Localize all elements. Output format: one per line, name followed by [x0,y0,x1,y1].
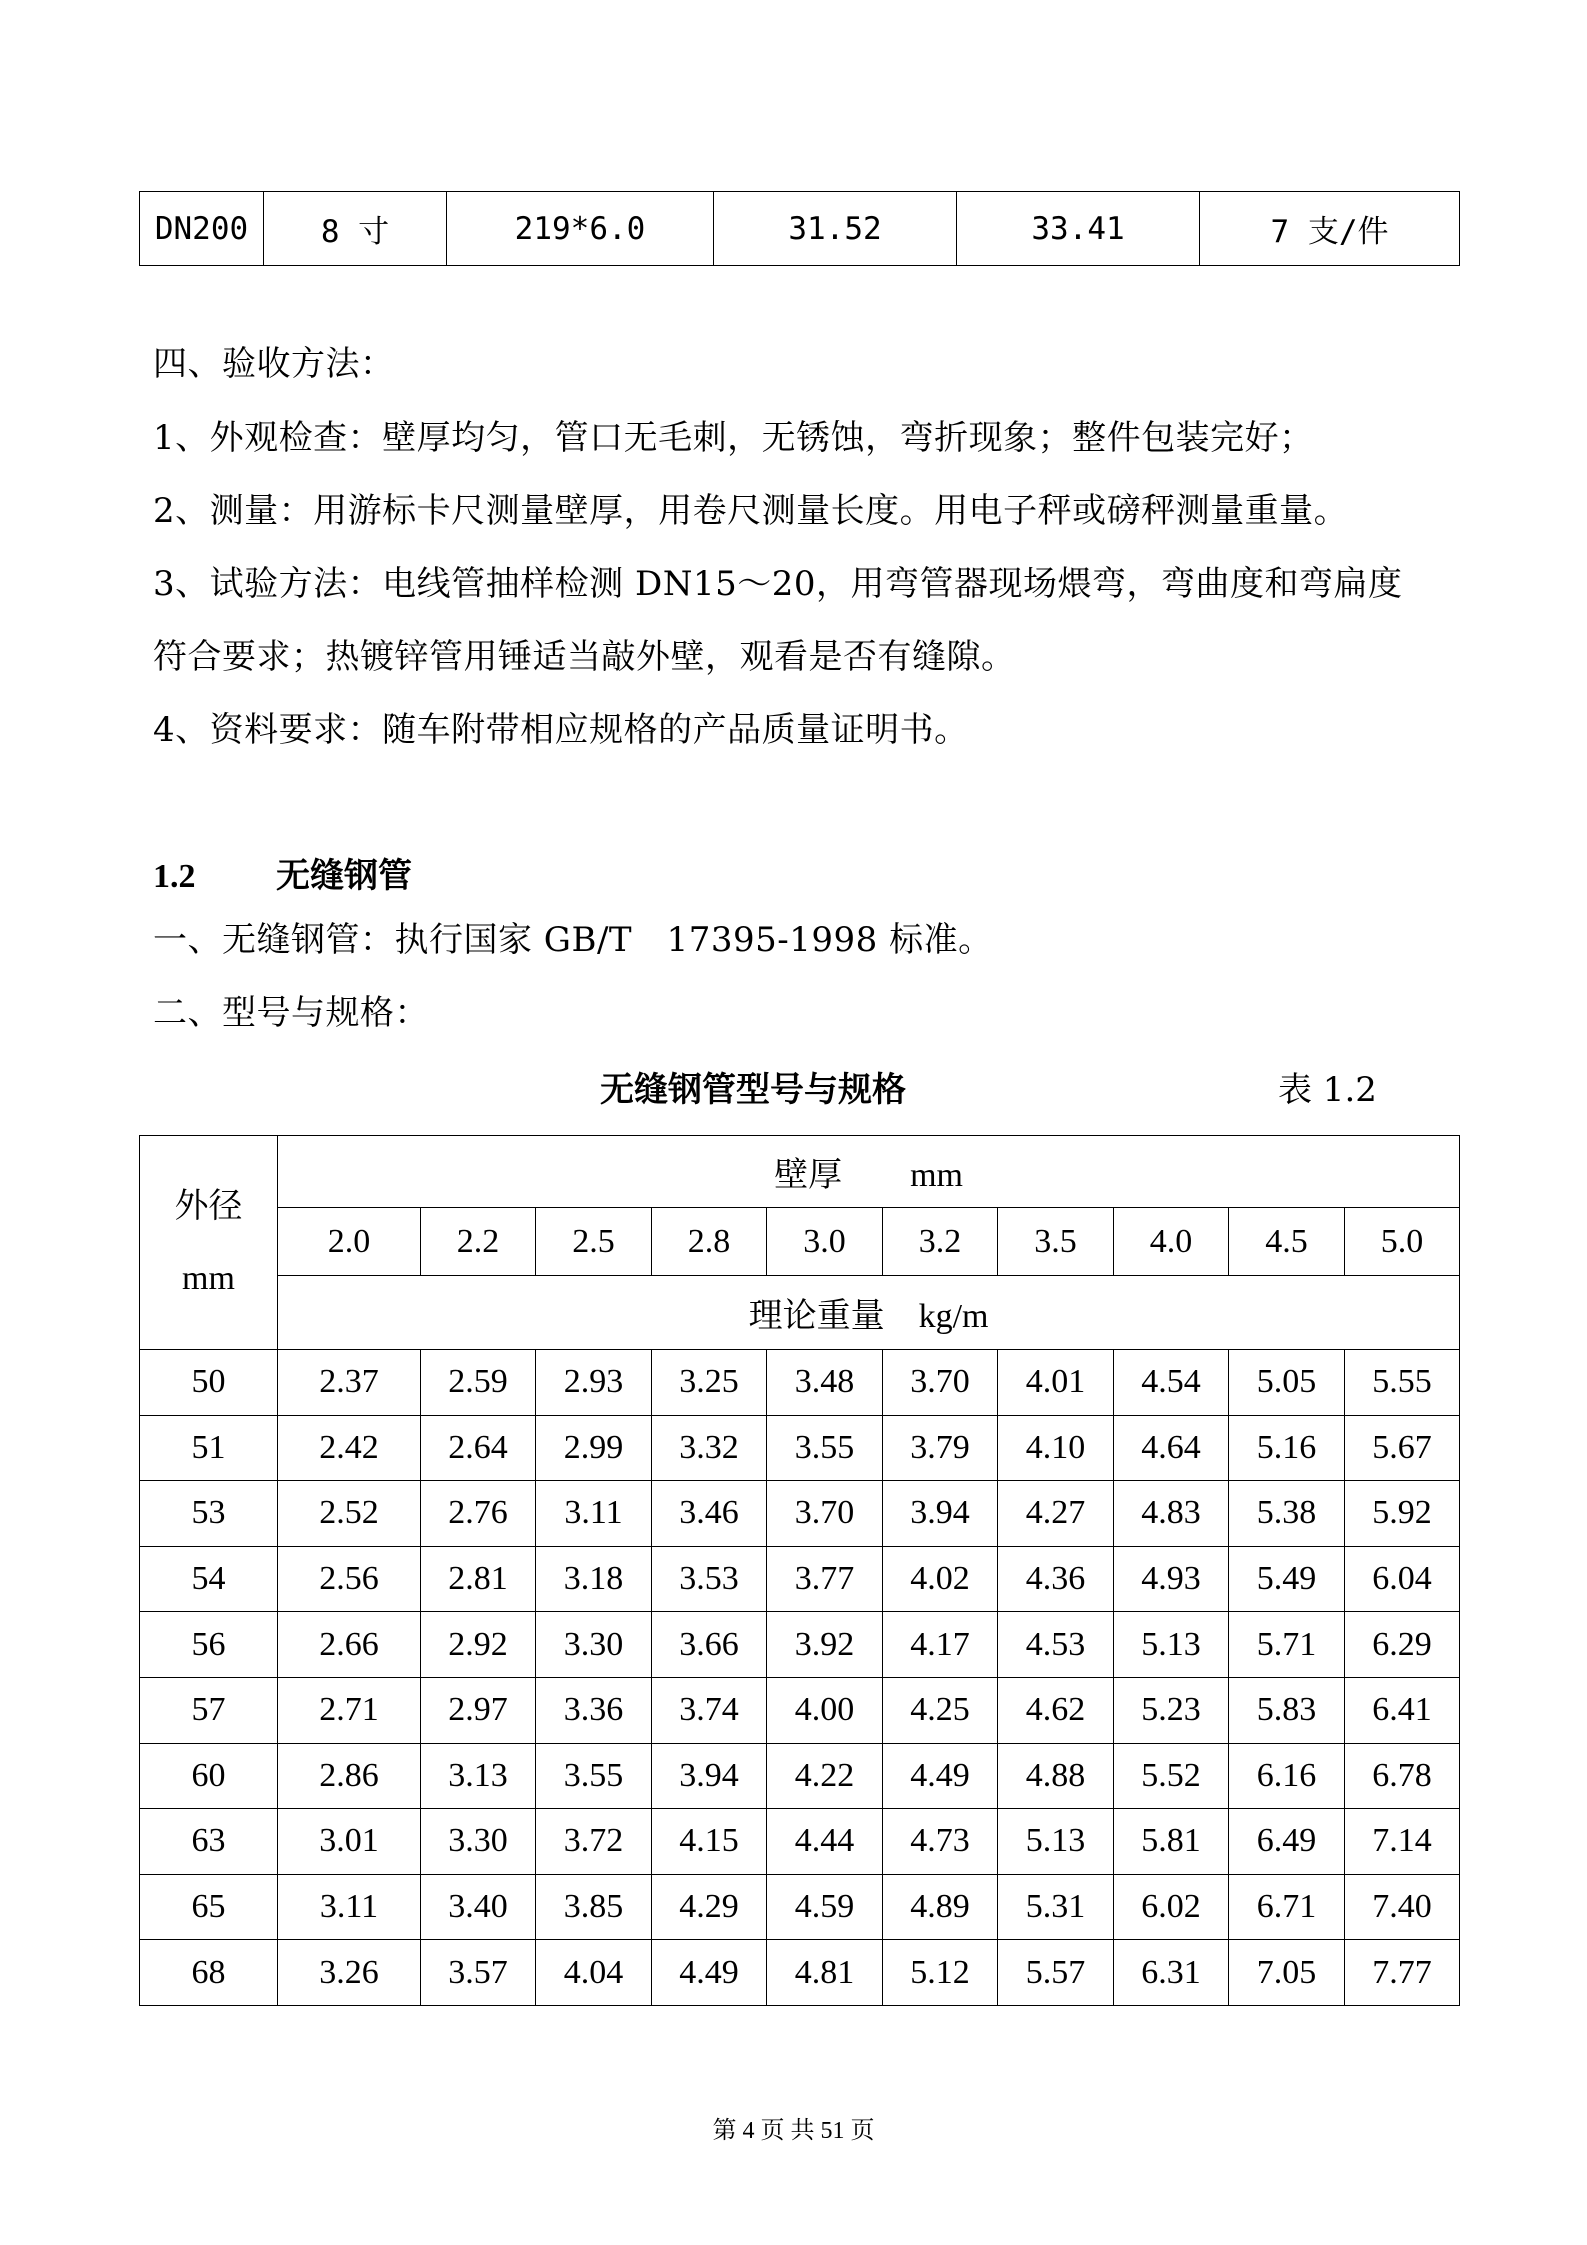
weight-cell: 2.93 [536,1350,652,1416]
weight-cell: 5.55 [1345,1350,1460,1416]
weight-cell: 4.54 [1114,1350,1229,1416]
weight-cell: 3.70 [767,1481,883,1547]
weight-cell: 4.22 [767,1743,883,1809]
weight-cell: 7.40 [1345,1874,1460,1940]
weight-cell: 5.12 [883,1940,998,2006]
weight-cell: 6.16 [1229,1743,1345,1809]
table-row [140,192,1460,266]
weight-cell: 7.14 [1345,1809,1460,1875]
paragraph-models: 二、型号与规格： [153,993,429,1033]
weight-cell: 3.94 [652,1743,767,1809]
weight-cell: 3.48 [767,1350,883,1416]
weight-cell: 2.92 [421,1612,536,1678]
paragraph-item: 4、资料要求：随车附带相应规格的产品质量证明书。 [153,710,969,750]
thickness-cell: 3.2 [883,1208,998,1276]
weight-cell: 5.13 [1114,1612,1229,1678]
weight-cell: 4.88 [998,1743,1114,1809]
thickness-values-row [140,1208,1460,1276]
paragraph-item: 3、试验方法：电线管抽样检测 DN15～20，用弯管器现场煨弯，弯曲度和弯扁度 [153,564,1403,604]
weight-cell: 3.57 [421,1940,536,2006]
thickness-cell: 5.0 [1345,1208,1460,1276]
weight-cell: 4.64 [1114,1415,1229,1481]
weight-cell: 3.53 [652,1546,767,1612]
weight-cell: 5.81 [1114,1809,1229,1875]
weight-cell: 3.55 [767,1415,883,1481]
od-cell: 54 [140,1546,278,1612]
weight-cell: 5.16 [1229,1415,1345,1481]
weight-cell: 4.93 [1114,1546,1229,1612]
weight-cell: 2.71 [278,1677,421,1743]
thickness-cell: 2.8 [652,1208,767,1276]
weight-cell: 3.46 [652,1481,767,1547]
table-cell: 7 支/件 [1200,192,1460,266]
thickness-cell: 4.5 [1229,1208,1345,1276]
weight-cell: 5.71 [1229,1612,1345,1678]
weight-cell: 3.79 [883,1415,998,1481]
weight-cell: 4.53 [998,1612,1114,1678]
weight-cell: 5.49 [1229,1546,1345,1612]
weight-cell: 4.81 [767,1940,883,2006]
table-cell: DN200 [140,192,264,266]
weight-cell: 2.99 [536,1415,652,1481]
weight-cell: 3.26 [278,1940,421,2006]
weight-cell: 4.49 [652,1940,767,2006]
weight-cell: 4.17 [883,1612,998,1678]
weight-cell: 3.72 [536,1809,652,1875]
weight-cell: 5.31 [998,1874,1114,1940]
thickness-cell: 2.0 [278,1208,421,1276]
weight-cell: 3.55 [536,1743,652,1809]
thickness-cell: 4.0 [1114,1208,1229,1276]
weight-cell: 4.44 [767,1809,883,1875]
od-cell: 63 [140,1809,278,1875]
od-cell: 68 [140,1940,278,2006]
paragraph-item: 2、测量：用游标卡尺测量壁厚，用卷尺测量长度。用电子秤或磅秤测量重量。 [153,491,1349,531]
table-cell: 33.41 [957,192,1200,266]
table-caption: 无缝钢管型号与规格 [600,1070,906,1110]
weight-cell: 5.13 [998,1809,1114,1875]
od-cell: 50 [140,1350,278,1416]
weight-header-row [140,1276,1460,1350]
od-cell: 53 [140,1481,278,1547]
od-cell: 60 [140,1743,278,1809]
thickness-header: 壁厚 mm [278,1136,1460,1208]
weight-cell: 3.18 [536,1546,652,1612]
weight-cell: 6.49 [1229,1809,1345,1875]
weight-cell: 7.05 [1229,1940,1345,2006]
section-title: 无缝钢管 [276,858,412,895]
weight-cell: 2.97 [421,1677,536,1743]
weight-cell: 4.10 [998,1415,1114,1481]
weight-cell: 4.01 [998,1350,1114,1416]
weight-cell: 3.30 [421,1809,536,1875]
weight-cell: 3.13 [421,1743,536,1809]
weight-cell: 4.89 [883,1874,998,1940]
weight-cell: 5.92 [1345,1481,1460,1547]
thickness-cell: 3.5 [998,1208,1114,1276]
section-title-acceptance: 四、验收方法： [153,344,395,384]
spec-table-body [140,1350,1460,2006]
weight-cell: 3.01 [278,1809,421,1875]
weight-cell: 3.11 [278,1874,421,1940]
weight-cell: 3.66 [652,1612,767,1678]
header-row-thickness [140,1136,1460,1208]
weight-cell: 2.76 [421,1481,536,1547]
weight-cell: 2.81 [421,1546,536,1612]
page-footer: 第 4 页 共 51 页 [712,2118,875,2144]
weight-cell: 3.85 [536,1874,652,1940]
weight-cell: 4.27 [998,1481,1114,1547]
od-unit: mm [182,1259,235,1297]
weight-cell: 3.25 [652,1350,767,1416]
weight-cell: 7.77 [1345,1940,1460,2006]
weight-cell: 2.86 [278,1743,421,1809]
weight-cell: 3.36 [536,1677,652,1743]
weight-cell: 2.64 [421,1415,536,1481]
weight-header: 理论重量 kg/m [278,1276,1460,1350]
weight-cell: 3.94 [883,1481,998,1547]
section-heading [153,848,412,897]
weight-cell: 5.23 [1114,1677,1229,1743]
od-cell: 57 [140,1677,278,1743]
weight-cell: 5.67 [1345,1415,1460,1481]
weight-cell: 4.62 [998,1677,1114,1743]
weight-cell: 4.49 [883,1743,998,1809]
weight-cell: 6.41 [1345,1677,1460,1743]
table-row [140,1743,1460,1809]
thickness-cell: 2.5 [536,1208,652,1276]
weight-cell: 3.32 [652,1415,767,1481]
weight-cell: 4.25 [883,1677,998,1743]
table-row [140,1940,1460,2006]
weight-cell: 5.57 [998,1940,1114,2006]
table-row [140,1677,1460,1743]
od-header-cell [140,1136,278,1350]
paragraph-item: 符合要求；热镀锌管用锤适当敲外壁，观看是否有缝隙。 [153,637,1016,677]
table-number: 表 1.2 [1278,1070,1377,1110]
paragraph-item: 1、外观检查：壁厚均匀，管口无毛刺，无锈蚀，弯折现象；整件包装完好； [153,418,1314,458]
table-cell: 31.52 [714,192,957,266]
weight-cell: 4.04 [536,1940,652,2006]
table-cell: 219*6.0 [447,192,714,266]
table-row [140,1350,1460,1416]
weight-cell: 6.02 [1114,1874,1229,1940]
weight-cell: 4.36 [998,1546,1114,1612]
seamless-pipe-spec-table [139,1135,1460,2006]
thickness-cell: 3.0 [767,1208,883,1276]
table-row [140,1415,1460,1481]
weight-cell: 3.11 [536,1481,652,1547]
table-row [140,1874,1460,1940]
weight-cell: 4.83 [1114,1481,1229,1547]
weight-cell: 3.40 [421,1874,536,1940]
weight-cell: 6.31 [1114,1940,1229,2006]
weight-cell: 2.52 [278,1481,421,1547]
weight-cell: 2.56 [278,1546,421,1612]
weight-cell: 6.71 [1229,1874,1345,1940]
weight-cell: 2.59 [421,1350,536,1416]
weight-cell: 3.74 [652,1677,767,1743]
weight-cell: 4.02 [883,1546,998,1612]
weight-cell: 3.70 [883,1350,998,1416]
pipe-spec-table-continuation [139,191,1460,266]
weight-cell: 5.83 [1229,1677,1345,1743]
weight-cell: 2.42 [278,1415,421,1481]
od-cell: 65 [140,1874,278,1940]
weight-cell: 3.77 [767,1546,883,1612]
weight-cell: 4.00 [767,1677,883,1743]
thickness-cell: 2.2 [421,1208,536,1276]
od-label: 外径 [174,1187,243,1225]
paragraph-standard: 一、无缝钢管：执行国家 GB/T 17395-1998 标准。 [153,920,993,960]
weight-cell: 5.38 [1229,1481,1345,1547]
weight-cell: 4.59 [767,1874,883,1940]
section-number: 1.2 [153,858,196,895]
weight-cell: 6.78 [1345,1743,1460,1809]
weight-cell: 4.29 [652,1874,767,1940]
weight-cell: 4.15 [652,1809,767,1875]
weight-cell: 5.05 [1229,1350,1345,1416]
table-row [140,1612,1460,1678]
weight-cell: 3.30 [536,1612,652,1678]
weight-cell: 2.66 [278,1612,421,1678]
weight-cell: 6.29 [1345,1612,1460,1678]
od-cell: 51 [140,1415,278,1481]
weight-cell: 3.92 [767,1612,883,1678]
weight-cell: 5.52 [1114,1743,1229,1809]
table-cell: 8 寸 [264,192,447,266]
table-row [140,1809,1460,1875]
weight-cell: 4.73 [883,1809,998,1875]
weight-cell: 6.04 [1345,1546,1460,1612]
weight-cell: 2.37 [278,1350,421,1416]
table-row [140,1546,1460,1612]
table-row [140,1481,1460,1547]
od-cell: 56 [140,1612,278,1678]
